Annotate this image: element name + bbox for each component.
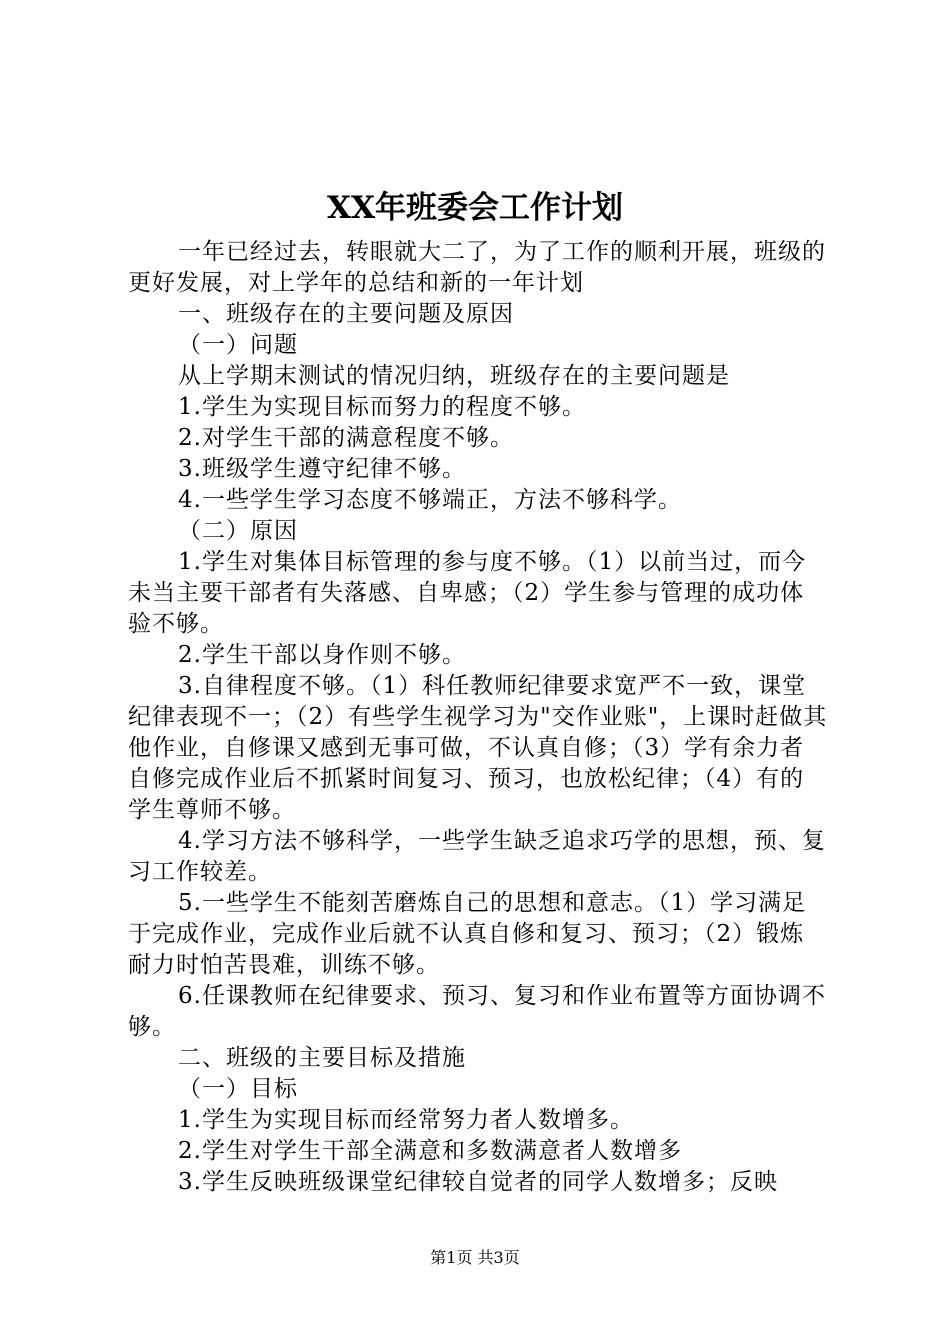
list-item: 3.学生反映班级课堂纪律较自觉者的同学人数增多；反映	[178, 1169, 778, 1195]
list-item: 3.自律程度不够。（1）科任教师纪律要求宽严不一致，课堂纪律表现不一；（2）有些学生视学习为"交作业账"，上课时赶做其他作业，自修课又感到无事可做，不认真自修；（3）学有余力者自修完成作业后不抓紧时间复习、预习，也放松纪律；（4）有的学生尊师不够。	[128, 673, 828, 823]
list-item: 1.学生为实现目标而经常努力者人数增多。	[178, 1107, 634, 1133]
list-item: 1.学生为实现目标而努力的程度不够。	[178, 394, 586, 420]
subsection-heading: （一）问题	[178, 332, 298, 358]
list-item: 3.班级学生遵守纪律不够。	[178, 456, 466, 482]
list-item: 1.学生对集体目标管理的参与度不够。（1）以前当过，而今未当主要干部者有失落感、自卑感；（2）学生参与管理的成功体验不够。	[128, 549, 807, 637]
paragraph: 从上学期末测试的情况归纳，班级存在的主要问题是	[178, 363, 730, 389]
list-item: 4.学习方法不够科学，一些学生缺乏追求巧学的思想，预、复习工作较差。	[128, 828, 826, 885]
subsection-heading: （二）原因	[178, 518, 298, 544]
document-body	[128, 237, 828, 1198]
section-heading: 二、班级的主要目标及措施	[178, 1045, 466, 1071]
list-item: 2.学生干部以身作则不够。	[178, 642, 466, 668]
paragraph: 一年已经过去，转眼就大二了，为了工作的顺利开展，班级的更好发展，对上学年的总结和新的一年计划	[128, 239, 826, 296]
page-footer: 第1页 共3页	[430, 1248, 520, 1267]
list-item: 4.一些学生学习态度不够端正，方法不够科学。	[178, 487, 682, 513]
list-item: 5.一些学生不能刻苦磨炼自己的思想和意志。（1）学习满足于完成作业，完成作业后就不认真自修和复习、预习；（2）锻炼耐力时怕苦畏难，训练不够。	[128, 890, 807, 978]
list-item: 2.学生对学生干部全满意和多数满意者人数增多	[178, 1138, 682, 1164]
list-item: 6.任课教师在纪律要求、预习、复习和作业布置等方面协调不够。	[128, 983, 826, 1040]
subsection-heading: （一）目标	[178, 1076, 298, 1102]
list-item: 2.对学生干部的满意程度不够。	[178, 425, 514, 451]
section-heading: 一、班级存在的主要问题及原因	[178, 301, 514, 327]
document-title: XX年班委会工作计划	[326, 190, 624, 226]
